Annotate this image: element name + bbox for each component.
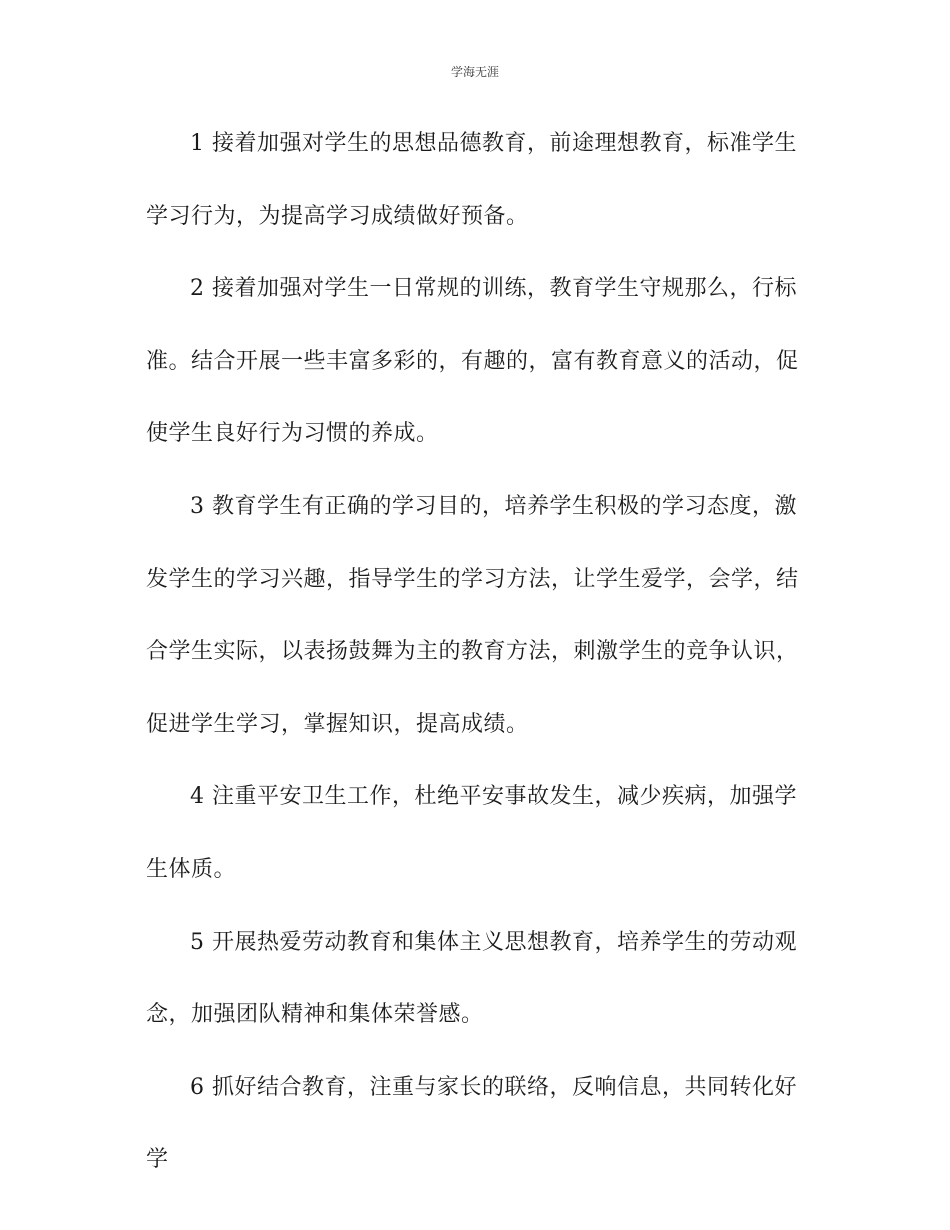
document-body [146, 108, 806, 1197]
page-header: 学海无涯 [450, 65, 499, 79]
paragraph-5: 5 开展热爱劳动教育和集体主义思想教育，培养学生的劳动观念，加强团队精神和集体荣誉感。 [146, 929, 797, 1028]
paragraph-4: 4 注重平安卫生工作，杜绝平安事故发生，减少疾病，加强学生体质。 [146, 784, 797, 882]
paragraph-2: 2 接着加强对学生一日常规的训练，教育学生守规那么，行标准。结合开展一些丰富多彩的，有趣的，富有教育意义的活动，促使学生良好行为习惯的养成。 [146, 276, 799, 447]
paragraph-3: 3 教育学生有正确的学习目的，培养学生积极的学习态度，激发学生的学习兴趣，指导学生的学习方法，让学生爱学，会学，结合学生实际，以表扬鼓舞为主的教育方法，刺激学生的竞争认识，促进学生学习，掌握知识，提高成绩。 [146, 493, 799, 737]
paragraph-1: 1 接着加强对学生的思想品德教育，前途理想教育，标准学生学习行为，为提高学习成绩做好预备。 [146, 131, 797, 229]
paragraph-6: 6 抓好结合教育，注重与家长的联络，反响信息，共同转化好学 [146, 1074, 797, 1173]
